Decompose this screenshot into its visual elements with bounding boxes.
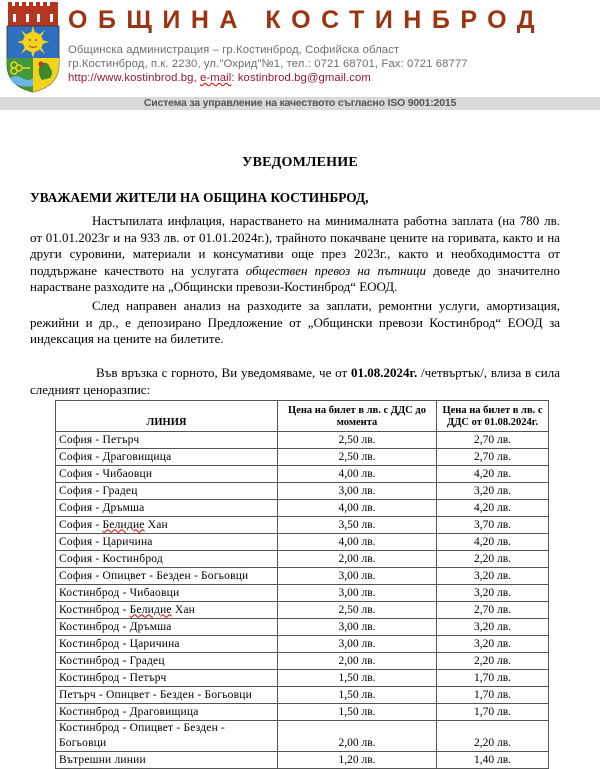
route-cell: София - Костинброд [56, 551, 278, 568]
route-cell: София - Дръмша [56, 500, 278, 517]
contact-line: http://www.kostinbrod.bg, e-mail: kostinbrod.bg@gmail.com [68, 72, 371, 84]
table-row [56, 752, 549, 769]
current-price-cell: 3,00 лв. [278, 585, 437, 602]
route-cell: Костинброд - Градец [56, 653, 278, 670]
new-price-cell: 4,20 лв. [437, 466, 549, 483]
new-price-cell: 3,20 лв. [437, 483, 549, 500]
route-cell: София - Белидие Хан [56, 517, 278, 534]
current-price-cell: 1,50 лв. [278, 687, 437, 704]
route-cell: София - Царичина [56, 534, 278, 551]
route-cell: София - Петърч [56, 432, 278, 449]
current-price-cell: 2,00 лв. [278, 653, 437, 670]
new-price-cell: 2,70 лв. [437, 449, 549, 466]
website-link[interactable]: http://www.kostinbrod.bg [68, 72, 194, 84]
paragraph-analysis: След направен анализ на разходите за заплати, ремонтни услуги, амортизация, режийни и др., е депозирано Предложение от „Общински превози Костинброд“ ЕООД за индексация на цените на билетите. [30, 298, 560, 346]
table-row [56, 619, 549, 636]
municipality-title: ОБЩИНА КОСТИНБРОД [68, 6, 546, 34]
salutation: УВАЖАЕМИ ЖИТЕЛИ НА ОБЩИНА КОСТИНБРОД, [30, 190, 369, 205]
header-line: ЛИНИЯ [56, 401, 278, 432]
email-link[interactable]: kostinbrod.bg@gmail.com [237, 72, 371, 84]
iso-banner: Система за управление на качеството съгласно ISO 9001:2015 [0, 97, 600, 110]
route-cell: Костинброд - Дръмша [56, 619, 278, 636]
table-row [56, 687, 549, 704]
new-price-cell: 2,20 лв. [437, 721, 549, 752]
new-price-cell: 4,20 лв. [437, 500, 549, 517]
coat-of-arms-icon [4, 2, 62, 94]
table-row [56, 670, 549, 687]
spellcheck-mark: Белидие [129, 603, 172, 616]
current-price-cell: 1,20 лв. [278, 752, 437, 769]
current-price-cell: 4,00 лв. [278, 500, 437, 517]
table-row [56, 704, 549, 721]
new-price-cell: 1,70 лв. [437, 687, 549, 704]
table-row [56, 500, 549, 517]
header-new-price: Цена на билет в лв. с ДДС от 01.08.2024г. [437, 401, 549, 432]
route-cell: Костинброд - Опицвет - Безден - Богьовци [56, 721, 278, 752]
address-line-2: гр.Костинброд, п.к. 2230, ул."Охрид"№1, тел.: 0721 68701, Fax: 0721 68777 [68, 58, 468, 70]
table-row [56, 483, 549, 500]
current-price-cell: 4,00 лв. [278, 466, 437, 483]
email-label: e-mail [199, 72, 232, 84]
price-table [55, 400, 549, 769]
table-row [56, 449, 549, 466]
route-cell: София - Градец [56, 483, 278, 500]
letterhead [0, 0, 600, 96]
document-heading: УВЕДОМЛЕНИЕ [242, 155, 358, 170]
route-cell: Костинброд - Петърч [56, 670, 278, 687]
current-price-cell: 4,00 лв. [278, 534, 437, 551]
new-price-cell: 3,20 лв. [437, 619, 549, 636]
table-row [56, 653, 549, 670]
header-current-price: Цена на билет в лв. с ДДС до момента [278, 401, 437, 432]
route-cell: Петърч - Опицвет - Безден - Богьовци [56, 687, 278, 704]
current-price-cell: 2,00 лв. [278, 721, 437, 752]
new-price-cell: 1,70 лв. [437, 704, 549, 721]
current-price-cell: 1,50 лв. [278, 704, 437, 721]
new-price-cell: 2,20 лв. [437, 653, 549, 670]
route-cell: Костинброд - Драговищица [56, 704, 278, 721]
new-price-cell: 3,20 лв. [437, 568, 549, 585]
current-price-cell: 3,00 лв. [278, 568, 437, 585]
new-price-cell: 3,70 лв. [437, 517, 549, 534]
table-row [56, 534, 549, 551]
new-price-cell: 2,20 лв. [437, 551, 549, 568]
new-price-cell: 4,20 лв. [437, 534, 549, 551]
effective-date: 01.08.2024г. [351, 365, 418, 380]
new-price-cell: 3,20 лв. [437, 585, 549, 602]
new-price-cell: 2,70 лв. [437, 432, 549, 449]
paragraph-effective-date: Във връзка с горното, Ви уведомяваме, че от 01.08.2024г. /четвъртък/, влиза в сила следният ценоразпис: [30, 365, 560, 397]
table-header-row [56, 401, 549, 432]
route-cell: Костинброд - Царичина [56, 636, 278, 653]
new-price-cell: 1,70 лв. [437, 670, 549, 687]
route-cell: София - Чибаовци [56, 466, 278, 483]
spellcheck-mark: Белидие [102, 518, 145, 531]
table-row [56, 432, 549, 449]
address-line-1: Общинска администрация – гр.Костинброд, Софийска област [68, 44, 400, 56]
table-row [56, 721, 549, 752]
table-row [56, 602, 549, 619]
route-cell: София - Драговищица [56, 449, 278, 466]
route-cell: София - Опицвет - Безден - Богьовци [56, 568, 278, 585]
table-row [56, 466, 549, 483]
new-price-cell: 2,70 лв. [437, 602, 549, 619]
table-row [56, 585, 549, 602]
paragraph-inflation: Настъпилата инфлация, нарастването на минималната работна заплата (на 780 лв. от 01.01.2023г и на 933 лв. от 01.01.2024г.), трайното покачване цените на горивата, както и на други суровини, материали и консумативи още през 2023г., както и необходимостта от поддържане качеството на услугата обществен превоз на пътници доведе до значително нарастване разходите на „Общински превози-Костинброд“ ЕООД. [30, 213, 560, 294]
current-price-cell: 2,50 лв. [278, 432, 437, 449]
new-price-cell: 3,20 лв. [437, 636, 549, 653]
route-cell: Вътрешни линии [56, 752, 278, 769]
current-price-cell: 3,50 лв. [278, 517, 437, 534]
table-row [56, 517, 549, 534]
current-price-cell: 3,00 лв. [278, 619, 437, 636]
new-price-cell: 1,40 лв. [437, 752, 549, 769]
current-price-cell: 2,50 лв. [278, 602, 437, 619]
current-price-cell: 3,00 лв. [278, 483, 437, 500]
current-price-cell: 3,00 лв. [278, 636, 437, 653]
current-price-cell: 2,50 лв. [278, 449, 437, 466]
table-row [56, 636, 549, 653]
table-row [56, 551, 549, 568]
route-cell: Костинброд - Белидие Хан [56, 602, 278, 619]
route-cell: Костинброд - Чибаовци [56, 585, 278, 602]
table-row [56, 568, 549, 585]
current-price-cell: 2,00 лв. [278, 551, 437, 568]
current-price-cell: 1,50 лв. [278, 670, 437, 687]
